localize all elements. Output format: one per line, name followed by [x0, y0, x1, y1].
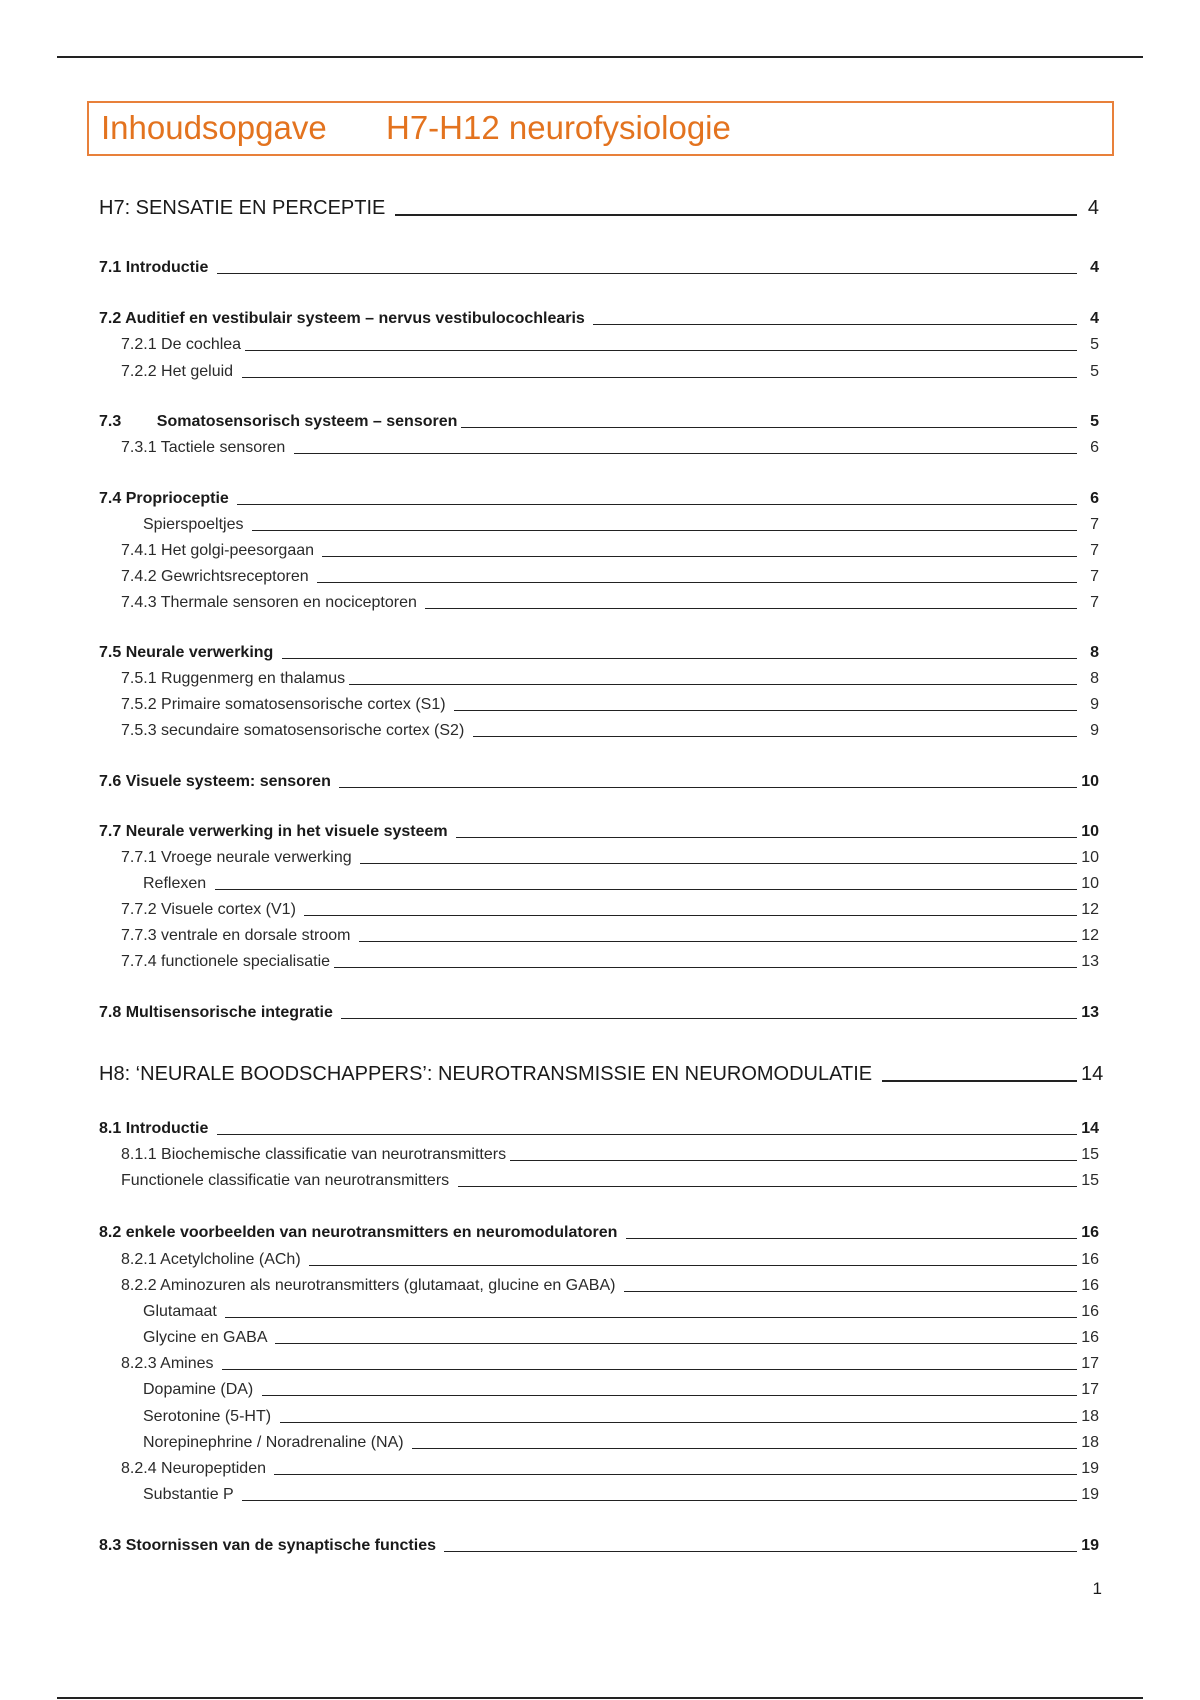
toc-entry[interactable]	[99, 999, 1099, 1023]
toc-leader-line	[395, 214, 1077, 216]
toc-entry-title: 7.4.3 Thermale sensoren en nociceptoren	[121, 594, 422, 611]
toc-leader-line	[275, 1343, 1077, 1344]
toc-entry[interactable]	[99, 1219, 1099, 1243]
toc-leader-line	[262, 1395, 1077, 1396]
toc-entry[interactable]	[99, 1246, 1099, 1270]
toc-entry[interactable]	[99, 922, 1099, 946]
toc-entry[interactable]	[99, 665, 1099, 689]
toc-entry-page: 16	[1081, 1224, 1099, 1241]
toc-leader-line	[225, 1317, 1077, 1318]
toc-leader-line	[304, 915, 1077, 916]
toc-entry[interactable]	[99, 408, 1099, 432]
toc-leader-line	[341, 1018, 1077, 1019]
toc-entry[interactable]	[99, 1376, 1099, 1400]
toc-leader-line	[359, 941, 1077, 942]
toc-entry-title: 8.3 Stoornissen van de synaptische functies	[99, 1537, 441, 1554]
toc-leader-line	[360, 863, 1077, 864]
toc-entry-title: 8.1.1 Biochemische classificatie van neurotransmitters	[121, 1146, 507, 1163]
toc-entry[interactable]	[99, 948, 1099, 972]
toc-entry-page: 19	[1081, 1460, 1099, 1477]
toc-leader-line	[217, 1134, 1077, 1135]
toc-entry-title: Substantie P	[143, 1486, 238, 1503]
toc-entry[interactable]	[99, 254, 1099, 278]
toc-entry-page: 5	[1090, 413, 1099, 430]
toc-leader-line	[510, 1160, 1077, 1161]
toc-entry-title: 7.5.3 secundaire somatosensorische cortex (S2)	[121, 722, 469, 739]
toc-entry-page: 9	[1090, 696, 1099, 713]
toc-entry-title: 7.7.3 ventrale en dorsale stroom	[121, 927, 355, 944]
toc-entry[interactable]	[99, 691, 1099, 715]
toc-entry-page: 7	[1090, 516, 1099, 533]
toc-entry-title: 7.2.1 De cochlea	[121, 336, 242, 353]
toc-entry-page: 14	[1081, 1120, 1099, 1137]
toc-entry-page: 5	[1090, 336, 1099, 353]
toc-entry[interactable]	[99, 331, 1099, 355]
toc-entry[interactable]	[99, 639, 1099, 663]
toc-entry-page: 13	[1081, 1004, 1099, 1021]
toc-entry-title: 8.2.3 Amines	[121, 1355, 218, 1372]
page-number: 1	[1092, 1579, 1102, 1598]
document-title: H7-H12 neurofysiologie	[386, 109, 731, 146]
toc-entry-title: 7.8 Multisensorische integratie	[99, 1004, 338, 1021]
toc-entry[interactable]	[99, 1324, 1099, 1348]
toc-entry-page: 7	[1090, 568, 1099, 585]
toc-entry-page: 7	[1090, 594, 1099, 611]
toc-entry[interactable]	[99, 844, 1099, 868]
toc-entry-page: 8	[1090, 670, 1099, 687]
toc-entry[interactable]	[99, 511, 1099, 535]
toc-leader-line	[317, 582, 1077, 583]
toc-entry-title: 8.2.1 Acetylcholine (ACh)	[121, 1251, 306, 1268]
toc-entry[interactable]	[99, 1403, 1099, 1427]
toc-entry[interactable]	[99, 1455, 1099, 1479]
toc-entry[interactable]	[99, 717, 1099, 741]
toc-entry-title: 8.2.2 Aminozuren als neurotransmitters (glutamaat, glucine en GABA)	[121, 1277, 620, 1294]
toc-entry-title: 7.5 Neurale verwerking	[99, 644, 278, 661]
toc-entry[interactable]	[99, 1481, 1099, 1505]
toc-entry-page: 9	[1090, 722, 1099, 739]
toc-leader-line	[425, 608, 1077, 609]
top-rule	[57, 56, 1143, 58]
toc-entry-title: Dopamine (DA)	[143, 1381, 258, 1398]
toc-entry-page: 16	[1081, 1303, 1099, 1320]
toc-entry[interactable]	[99, 563, 1099, 587]
toc-entry[interactable]	[99, 1272, 1099, 1296]
toc-entry[interactable]	[99, 818, 1099, 842]
toc-entry-page: 10	[1081, 849, 1099, 866]
toc-entry[interactable]	[99, 1429, 1099, 1453]
toc-leader-line	[252, 530, 1077, 531]
toc-leader-line	[349, 684, 1077, 685]
toc-leader-line	[245, 350, 1077, 351]
toc-entry[interactable]	[99, 1532, 1099, 1556]
toc-entry-title: 7.5.1 Ruggenmerg en thalamus	[121, 670, 346, 687]
toc-entry[interactable]	[99, 870, 1099, 894]
toc-entry[interactable]	[99, 589, 1099, 613]
toc-entry[interactable]	[99, 305, 1099, 329]
toc-leader-line	[412, 1448, 1077, 1449]
toc-leader-line	[461, 427, 1077, 428]
toc-entry-page: 6	[1090, 490, 1099, 507]
toc-leader-line	[309, 1265, 1077, 1266]
toc-entry[interactable]	[99, 1115, 1099, 1139]
toc-entry[interactable]	[99, 485, 1099, 509]
toc-leader-line	[322, 556, 1077, 557]
toc-entry-title: 7.7.2 Visuele cortex (V1)	[121, 901, 301, 918]
toc-entry-page: 4	[1090, 259, 1099, 276]
toc-entry-page: 14	[1081, 1063, 1104, 1085]
toc-leader-line	[242, 1500, 1077, 1501]
toc-leader-line	[334, 967, 1077, 968]
toc-entry-title: 8.1 Introductie	[99, 1120, 213, 1137]
toc-entry-title: Glutamaat	[143, 1303, 222, 1320]
toc-entry-title: 7.4 Proprioceptie	[99, 490, 234, 507]
toc-leader-line	[624, 1291, 1077, 1292]
toc-leader-line	[473, 736, 1077, 737]
toc-leader-line	[282, 658, 1077, 659]
toc-entry-page: 12	[1081, 901, 1099, 918]
toc-entry[interactable]	[99, 1350, 1099, 1374]
toc-leader-line	[882, 1080, 1077, 1082]
toc-leader-line	[626, 1238, 1077, 1239]
toc-entry-title: 7.2.2 Het geluid	[121, 363, 238, 380]
toc-entry-page: 6	[1090, 439, 1099, 456]
toc-entry-title: Serotonine (5-HT)	[143, 1408, 276, 1425]
toc-entry-page: 16	[1081, 1329, 1099, 1346]
toc-entry-title: Reflexen	[143, 875, 211, 892]
toc-entry-title: 8.2 enkele voorbeelden van neurotransmitters en neuromodulatoren	[99, 1224, 622, 1241]
toc-entry[interactable]	[99, 537, 1099, 561]
toc-entry[interactable]	[99, 1167, 1099, 1191]
toc-entry-title: 7.1 Introductie	[99, 259, 213, 276]
toc-leader-line	[294, 453, 1077, 454]
toc-heading: Inhoudsopgave	[101, 109, 327, 146]
toc-entry-title: H8: ‘NEURALE BOODSCHAPPERS’: NEUROTRANSMISSIE EN NEUROMODULATIE	[99, 1063, 878, 1085]
toc-entry[interactable]	[99, 1141, 1099, 1165]
toc-leader-line	[222, 1369, 1077, 1370]
toc-leader-line	[215, 889, 1077, 890]
toc-entry-page: 5	[1090, 363, 1099, 380]
toc-entry-page: 4	[1090, 310, 1099, 327]
toc-entry-page: 16	[1081, 1277, 1099, 1294]
toc-entry-title: 7.4.2 Gewrichtsreceptoren	[121, 568, 314, 585]
toc-entry-title: 7.7.1 Vroege neurale verwerking	[121, 849, 357, 866]
toc-entry-page: 19	[1081, 1537, 1099, 1554]
toc-entry-title: Spierspoeltjes	[143, 516, 248, 533]
toc-entry-title: 7.3 Somatosensorisch systeem – sensoren	[99, 413, 458, 430]
toc-entry-page: 17	[1081, 1355, 1099, 1372]
toc-leader-line	[237, 504, 1077, 505]
toc-entry-page: 4	[1087, 197, 1099, 219]
toc-leader-line	[242, 377, 1077, 378]
toc-entry-title: Glycine en GABA	[143, 1329, 272, 1346]
toc-entry-title: 7.4.1 Het golgi-peesorgaan	[121, 542, 319, 559]
toc-entry-page: 17	[1081, 1381, 1099, 1398]
toc-entry-title: 7.2 Auditief en vestibulair systeem – nervus vestibulocochlearis	[99, 310, 590, 327]
toc-entry-page: 15	[1081, 1146, 1099, 1163]
toc-entry-page: 13	[1081, 953, 1099, 970]
toc-leader-line	[593, 324, 1077, 325]
toc-entry-page: 15	[1081, 1172, 1099, 1189]
toc-entry-page: 10	[1081, 773, 1099, 790]
toc-entry[interactable]	[99, 896, 1099, 920]
toc-entry[interactable]	[99, 358, 1099, 382]
toc-entry[interactable]	[99, 196, 1099, 220]
toc-entry[interactable]	[99, 1298, 1099, 1322]
toc-entry[interactable]	[99, 768, 1099, 792]
toc-entry-page: 10	[1081, 823, 1099, 840]
toc-leader-line	[456, 837, 1077, 838]
toc-entry-page: 8	[1090, 644, 1099, 661]
toc-leader-line	[274, 1474, 1077, 1475]
toc-entry[interactable]	[99, 434, 1099, 458]
toc-entry-page: 10	[1081, 875, 1099, 892]
toc-entry-title: H7: SENSATIE EN PERCEPTIE	[99, 197, 391, 219]
toc-entry-title: 7.6 Visuele systeem: sensoren	[99, 773, 336, 790]
toc-entry-title: 7.5.2 Primaire somatosensorische cortex (S1)	[121, 696, 451, 713]
toc-leader-line	[454, 710, 1077, 711]
toc-leader-line	[217, 273, 1077, 274]
toc-entry[interactable]	[99, 1062, 1104, 1086]
toc-entry-page: 18	[1081, 1434, 1099, 1451]
toc-entry-page: 18	[1081, 1408, 1099, 1425]
bottom-rule	[57, 1697, 1143, 1699]
title-box	[87, 101, 1114, 156]
toc-leader-line	[458, 1186, 1077, 1187]
toc-leader-line	[280, 1422, 1078, 1423]
toc-entry-title: 7.3.1 Tactiele sensoren	[121, 439, 290, 456]
toc-entry-title: 8.2.4 Neuropeptiden	[121, 1460, 271, 1477]
toc-entry-title: 7.7.4 functionele specialisatie	[121, 953, 331, 970]
toc-entry-page: 7	[1090, 542, 1099, 559]
toc-entry-page: 12	[1081, 927, 1099, 944]
toc-entry-page: 19	[1081, 1486, 1099, 1503]
toc-leader-line	[339, 787, 1077, 788]
toc-leader-line	[444, 1551, 1077, 1552]
toc-entry-title: Functionele classificatie van neurotransmitters	[121, 1172, 454, 1189]
toc-entry-page: 16	[1081, 1251, 1099, 1268]
toc-entry-title: Norepinephrine / Noradrenaline (NA)	[143, 1434, 409, 1451]
toc-entry-title: 7.7 Neurale verwerking in het visuele systeem	[99, 823, 453, 840]
